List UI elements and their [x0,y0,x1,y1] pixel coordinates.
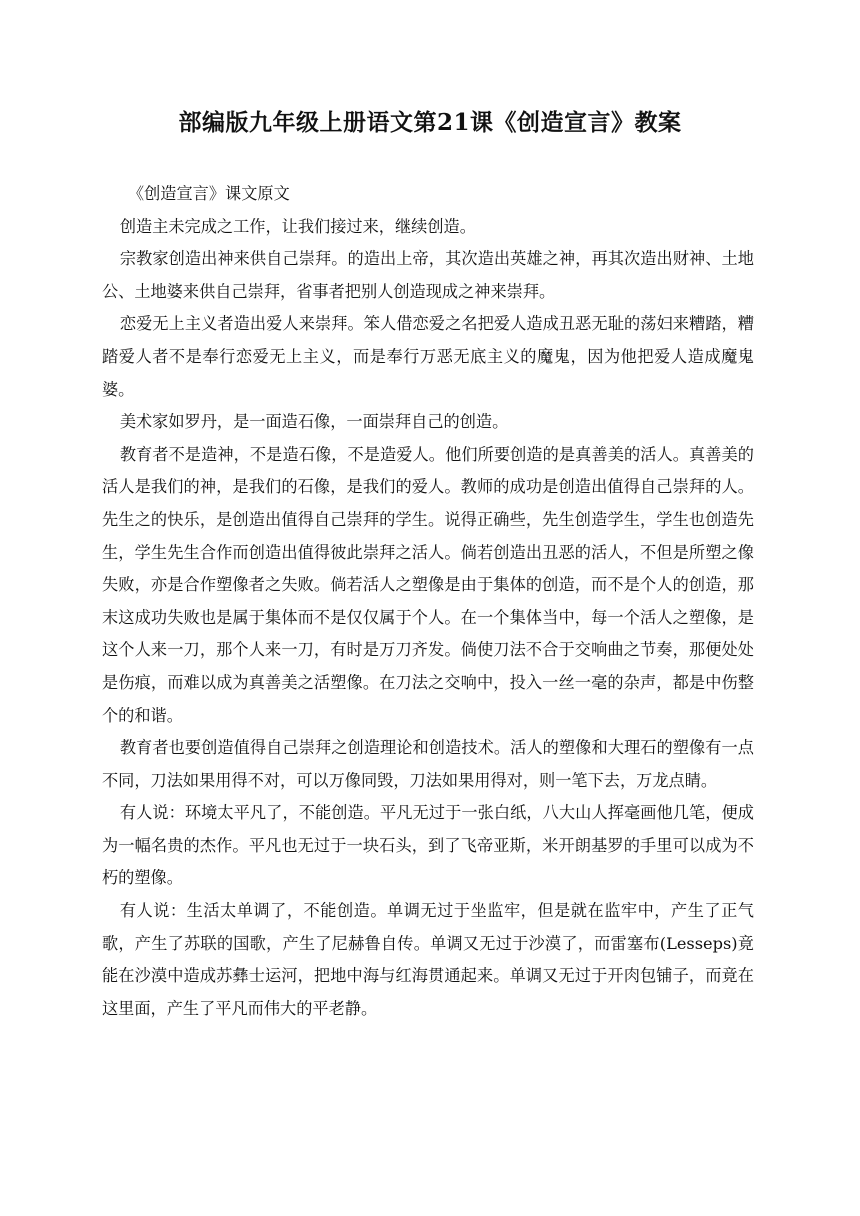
paragraph: 恋爱无上主义者造出爱人来崇拜。笨人借恋爱之名把爱人造成丑恶无耻的荡妇来糟踏，糟踏爱人者不是奉行恋爱无上主义，而是奉行万恶无底主义的魔鬼，因为他把爱人造成魔鬼婆。 [102,314,754,399]
document-body [102,178,754,1025]
paragraph: 有人说：生活太单调了，不能创造。单调无过于坐监牢，但是就在监牢中，产生了正气歌，产生了苏联的国歌，产生了尼赫鲁自传。单调又无过于沙漠了，而雷塞布(Lesseps)竟能在沙漠中造成苏彝士运河，把地中海与红海贯通起来。单调又无过于开肉包铺子，而竟在这里面，产生了平凡而伟大的平老静。 [102,901,754,1018]
paragraph: 教育者不是造神，不是造石像，不是造爱人。他们所要创造的是真善美的活人。真善美的活人是我们的神，是我们的石像，是我们的爱人。教师的成功是创造出值得自己崇拜的人。先生之的快乐，是创造出值得自己崇拜的学生。说得正确些，先生创造学生，学生也创造先生，学生先生合作而创造出值得彼此崇拜之活人。倘若创造出丑恶的活人，不但是所塑之像失败，亦是合作塑像者之失败。倘若活人之塑像是由于集体的创造，而不是个人的创造，那末这成功失败也是属于集体而不是仅仅属于个人。在一个集体当中，每一个活人之塑像，是这个人来一刀，那个人来一刀，有时是万刀齐发。倘使刀法不合于交响曲之节奏，那便处处是伤痕，而难以成为真善美之活塑像。在刀法之交响中，投入一丝一毫的杂声，都是中伤整个的和谐。 [102,444,754,725]
section-heading: 《创造宣言》课文原文 [127,184,290,203]
paragraph: 宗教家创造出神来供自己崇拜。的造出上帝，其次造出英雄之神，再其次造出财神、土地公、土地婆来供自己崇拜，省事者把别人创造现成之神来崇拜。 [102,249,754,301]
paragraph: 有人说：环境太平凡了，不能创造。平凡无过于一张白纸，八大山人挥毫画他几笔，便成为一幅名贵的杰作。平凡也无过于一块石头，到了飞帝亚斯，米开朗基罗的手里可以成为不朽的塑像。 [102,803,754,888]
document-title: 部编版九年级上册语文第21课《创造宣言》教案 [178,109,682,136]
paragraph: 美术家如罗丹，是一面造石像，一面崇拜自己的创造。 [119,412,509,432]
paragraph: 创造主未完成之工作，让我们接过来，继续创造。 [119,216,476,236]
paragraph: 教育者也要创造值得自己崇拜之创造理论和创造技术。活人的塑像和大理石的塑像有一点不同，刀法如果用得不对，可以万像同毁，刀法如果用得对，则一笔下去，万龙点睛。 [102,738,754,790]
